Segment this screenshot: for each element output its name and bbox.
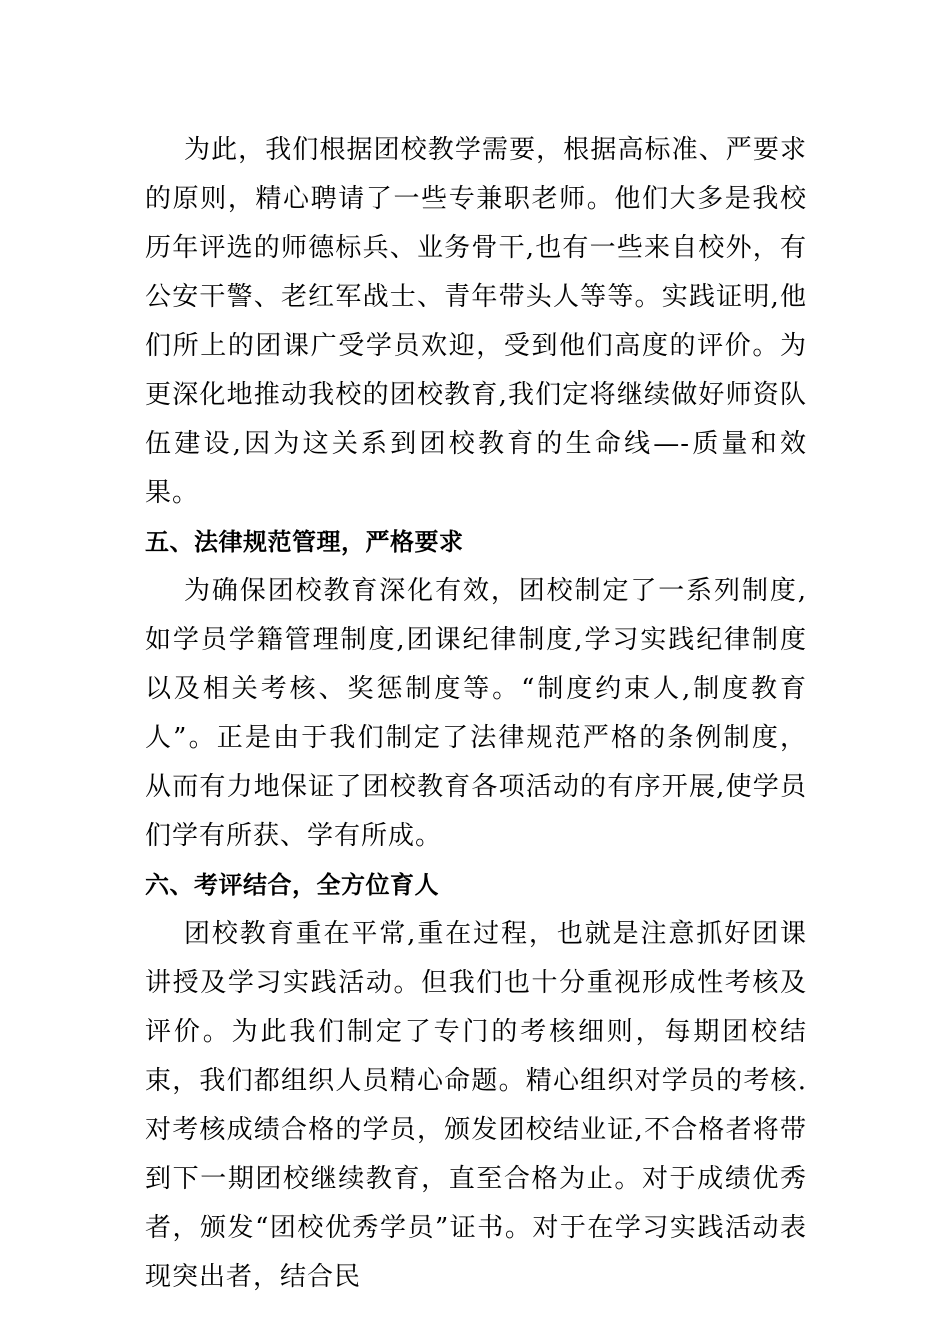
paragraph-evaluation: 团校教育重在平常,重在过程，也就是注意抓好团课讲授及学习实践活动。但我们也十分重视形成性考核及评价。为此我们制定了专门的考核细则，每期团校结束，我们都组织人员精心命题。精心组织对学员的考核.对考核成绩合格的学员，颁发团校结业证,不合格者将带到下一期团校继续教育，直至合格为止。对于成绩优秀者，颁发“团校优秀学员”证书。对于在学习实践活动表现突出者，结合民 (145, 919, 807, 1292)
document-body (145, 126, 807, 1302)
section-heading-six: 六、考评结合，全方位育人 (145, 871, 439, 899)
section-heading-five: 五、法律规范管理，严格要求 (145, 528, 464, 556)
paragraph-teachers: 为此，我们根据团校教学需要，根据高标准、严要求的原则，精心聘请了一些专兼职老师。他们大多是我校历年评选的师德标兵、业务骨干,也有一些来自校外，有公安干警、老红军战士、青年带头人等等。实践证明,他们所上的团课广受学员欢迎，受到他们高度的评价。为更深化地推动我校的团校教育,我们定将继续做好师资队伍建设,因为这关系到团校教育的生命线—-质量和效果。 (145, 135, 807, 508)
paragraph-regulations: 为确保团校教育深化有效，团校制定了一系列制度,如学员学籍管理制度,团课纪律制度,学习实践纪律制度以及相关考核、奖惩制度等。“制度约束人,制度教育人”。正是由于我们制定了法律规范严格的条例制度，从而有力地保证了团校教育各项活动的有序开展,使学员们学有所获、学有所成。 (145, 576, 807, 851)
